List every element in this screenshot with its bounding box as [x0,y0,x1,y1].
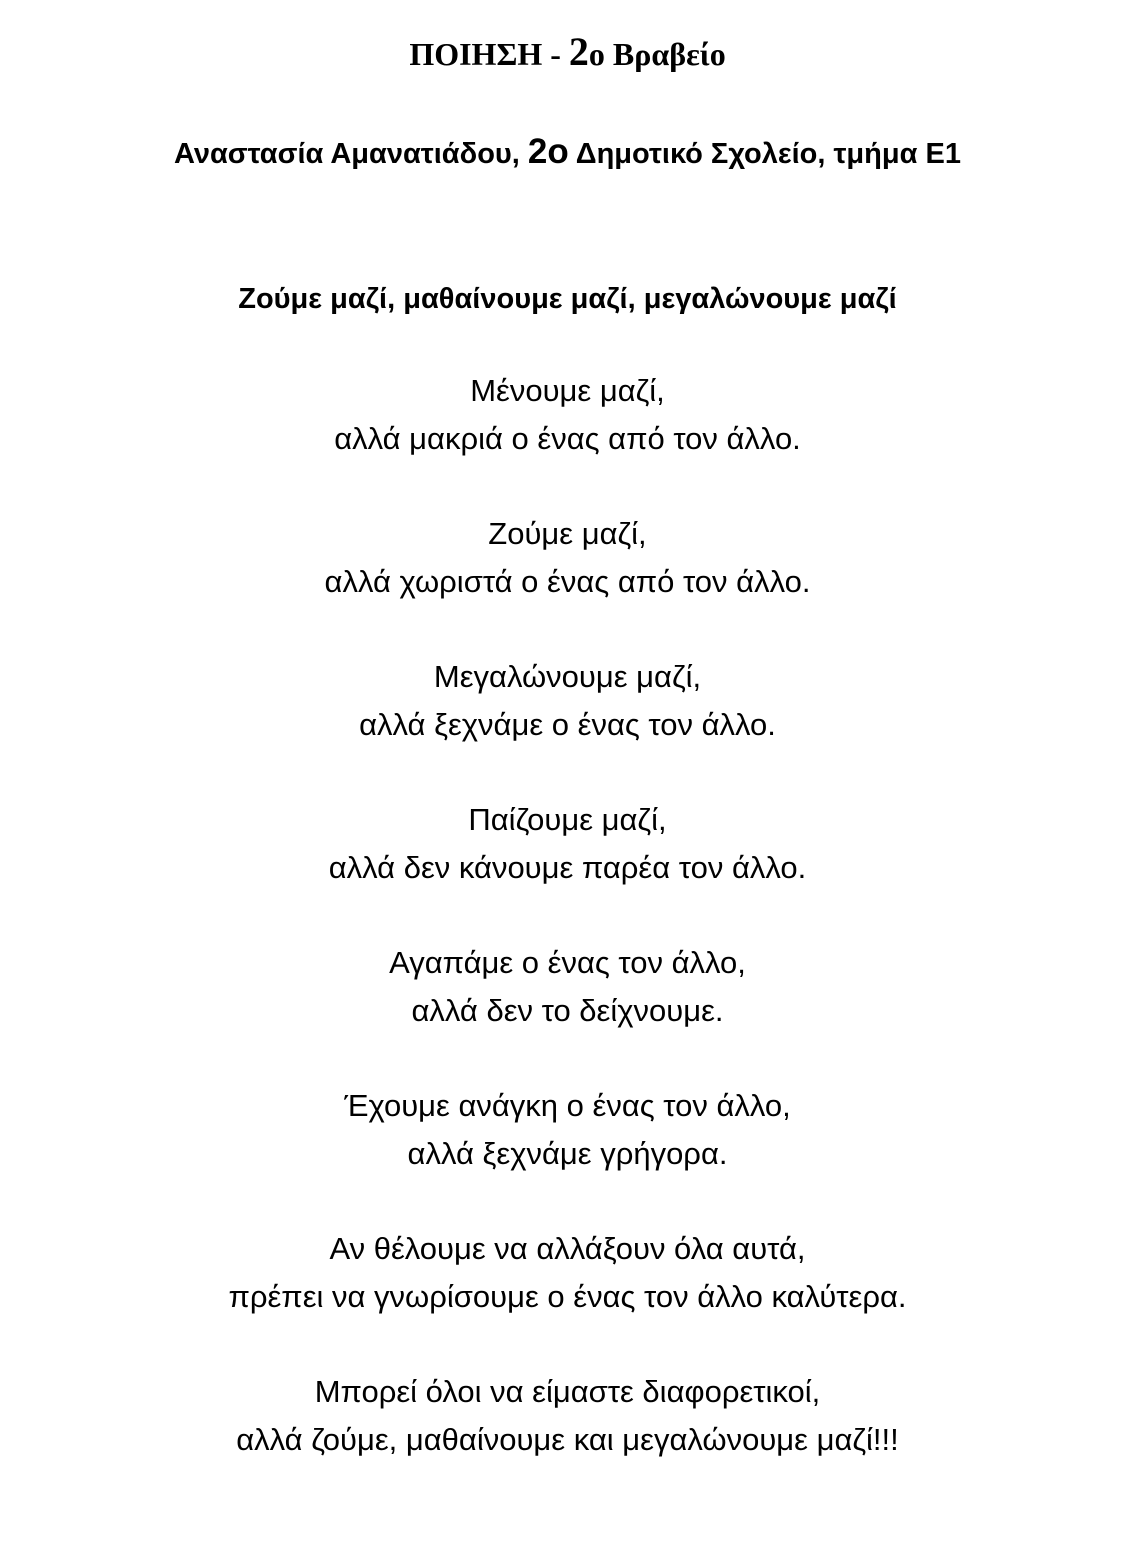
poem-line: Παίζουμε μαζί, [468,802,667,837]
poem-line: πρέπει να γνωρίσουμε ο ένας τον άλλο καλύτερα. [228,1279,907,1314]
award-category-heading [0,30,1135,76]
award-rank-number: 2 [568,29,589,74]
award-category-prefix: ΠΟΙΗΣΗ - [409,36,569,72]
stanza [0,796,1135,892]
stanza [0,510,1135,606]
stanza [0,653,1135,749]
poem-line: αλλά χωριστά ο ένας από τον άλλο. [324,564,811,599]
school-number: 2ο [527,132,569,171]
award-rank-suffix: ο Βραβείο [588,36,726,72]
class-name: Ε1 [925,138,961,170]
poem-line: αλλά δεν το δείχνουμε. [411,993,724,1028]
poem-line: αλλά δεν κάνουμε παρέα τον άλλο. [328,850,807,885]
stanza [0,1225,1135,1321]
poem-line: αλλά ζούμε, μαθαίνουμε και μεγαλώνουμε μαζί!!! [236,1422,899,1457]
stanza [0,939,1135,1035]
author-name: Αναστασία Αμανατιάδου, [173,138,528,170]
stanza [0,1082,1135,1178]
poem-line: Έχουμε ανάγκη ο ένας τον άλλο, [344,1088,791,1123]
poem-line: αλλά ξεχνάμε γρήγορα. [407,1136,728,1171]
poem-line: Μπορεί όλοι να είμαστε διαφορετικοί, [314,1374,821,1409]
poem-line: Αν θέλουμε να αλλάξουν όλα αυτά, [329,1231,806,1266]
poem-line: Μένουμε μαζί, [470,373,665,408]
school-name: Δημοτικό Σχολείο, τμήμα [568,138,926,170]
poem-line: Αγαπάμε ο ένας τον άλλο, [389,945,746,980]
stanza [0,367,1135,463]
poem-body [0,367,1135,1511]
poem-line: αλλά ξεχνάμε ο ένας τον άλλο. [359,707,776,742]
poem-title: Ζούμε μαζί, μαθαίνουμε μαζί, μεγαλώνουμε μαζί [238,283,897,315]
poem-line: Μεγαλώνουμε μαζί, [433,659,702,694]
poem-line: Ζούμε μαζί, [488,516,647,551]
author-line [0,130,1135,176]
stanza [0,1368,1135,1464]
poem-line: αλλά μακριά ο ένας από τον άλλο. [334,421,801,456]
